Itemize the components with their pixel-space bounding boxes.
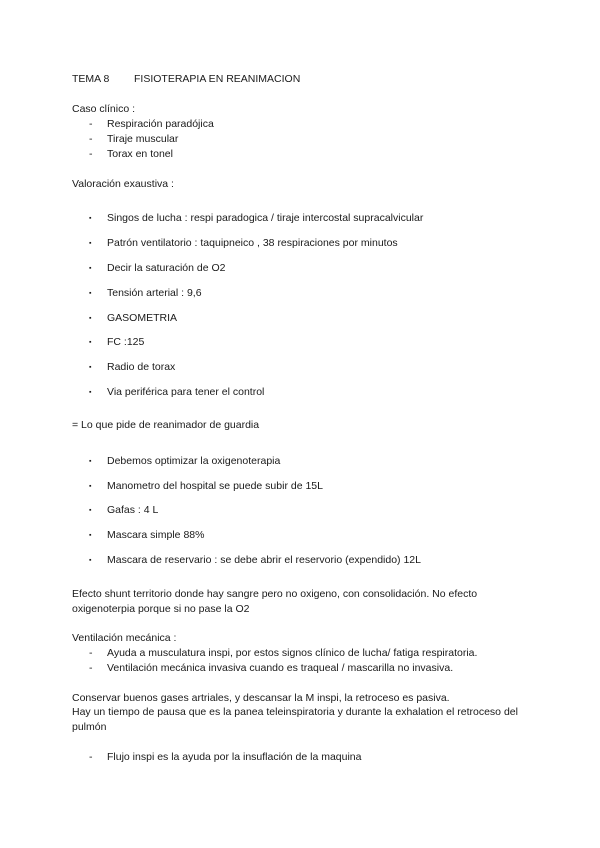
valoracion-heading: Valoración exaustiva : — [72, 178, 174, 190]
valoracion-item-text: Tensión arterial : 9,6 — [107, 287, 202, 299]
dash-marker: - — [89, 751, 93, 763]
caso-item-text: Respiración paradójica — [107, 118, 214, 130]
valoracion-item-text: Patrón ventilatorio : taquipneico , 38 respiraciones por minutos — [107, 237, 398, 249]
square-bullet-icon: ▪ — [89, 315, 92, 322]
tema-label: TEMA 8 — [72, 73, 110, 85]
caso-item — [89, 117, 214, 132]
square-bullet-icon: ▪ — [89, 389, 92, 396]
square-bullet-icon: ▪ — [89, 483, 92, 490]
ventilacion-item-text: Ventilación mecánica invasiva cuando es traqueal / mascarilla no invasiva. — [107, 662, 454, 674]
square-bullet-icon: ▪ — [89, 290, 92, 297]
valoracion-item-text: Singos de lucha : respi paradogica / tiraje intercostal supracalvicular — [107, 212, 424, 224]
reanimador-item-text: Mascara de reservario : se debe abrir el reservorio (expendido) 12L — [107, 554, 421, 566]
dash-marker: - — [89, 118, 93, 130]
reanimador-item — [89, 553, 421, 568]
valoracion-item — [89, 385, 264, 400]
ventilacion-item-text: Ayuda a musculatura inspi, por estos signos clínico de lucha/ fatiga respiratoria. — [107, 647, 478, 659]
caso-item-text: Tiraje muscular — [107, 133, 179, 145]
caso-item — [89, 132, 178, 147]
pausa-paragraph: Hay un tiempo de pausa que es la panea teleinspiratoria y durante la exhalation el retroceso del pulmón — [72, 706, 518, 733]
valoracion-item — [89, 335, 144, 350]
reanimador-item-text: Debemos optimizar la oxigenoterapia — [107, 455, 281, 467]
valoracion-item — [89, 211, 423, 226]
efecto-shunt-paragraph: Efecto shunt territorio donde hay sangre pero no oxigeno, con consolidación. No efecto oxigenoterpia porque si no pase la O2 — [72, 588, 478, 615]
valoracion-item — [89, 286, 202, 301]
caso-heading: Caso clínico : — [72, 103, 136, 115]
valoracion-item — [89, 261, 225, 276]
valoracion-item-text: Radio de torax — [107, 361, 176, 373]
square-bullet-icon: ▪ — [89, 265, 92, 272]
valoracion-item — [89, 360, 175, 375]
dash-marker: - — [89, 647, 93, 659]
reanimador-item-text: Manometro del hospital se puede subir de 15L — [107, 480, 323, 492]
reanimador-heading: = Lo que pide de reanimador de guardia — [72, 419, 260, 431]
square-bullet-icon: ▪ — [89, 507, 92, 514]
dash-marker: - — [89, 148, 93, 160]
reanimador-item-text: Gafas : 4 L — [107, 504, 159, 516]
dash-marker: - — [89, 662, 93, 674]
reanimador-item — [89, 503, 158, 518]
square-bullet-icon: ▪ — [89, 557, 92, 564]
flujo-item-text: Flujo inspi es la ayuda por la insuflación de la maquina — [107, 751, 362, 763]
valoracion-item-text: Decir la saturación de O2 — [107, 262, 226, 274]
ventilacion-item — [89, 661, 453, 676]
flujo-item — [89, 750, 362, 765]
reanimador-item — [89, 479, 323, 494]
reanimador-item — [89, 528, 204, 543]
ventilacion-item — [89, 646, 477, 661]
reanimador-item — [89, 454, 280, 469]
dash-marker: - — [89, 133, 93, 145]
valoracion-item — [89, 236, 398, 251]
square-bullet-icon: ▪ — [89, 364, 92, 371]
valoracion-item-text: FC :125 — [107, 336, 145, 348]
ventilacion-heading: Ventilación mecánica : — [72, 632, 177, 644]
square-bullet-icon: ▪ — [89, 532, 92, 539]
square-bullet-icon: ▪ — [89, 240, 92, 247]
caso-item — [89, 147, 173, 162]
caso-item-text: Torax en tonel — [107, 148, 173, 160]
valoracion-item — [89, 311, 177, 326]
reanimador-item-text: Mascara simple 88% — [107, 529, 205, 541]
page-title: FISIOTERAPIA EN REANIMACION — [134, 73, 301, 85]
square-bullet-icon: ▪ — [89, 458, 92, 465]
square-bullet-icon: ▪ — [89, 215, 92, 222]
valoracion-item-text: Via periférica para tener el control — [107, 386, 265, 398]
square-bullet-icon: ▪ — [89, 339, 92, 346]
conservar-line: Conservar buenos gases artriales, y descansar la M inspi, la retroceso es pasiva. — [72, 692, 450, 704]
valoracion-item-text: GASOMETRIA — [107, 312, 178, 324]
